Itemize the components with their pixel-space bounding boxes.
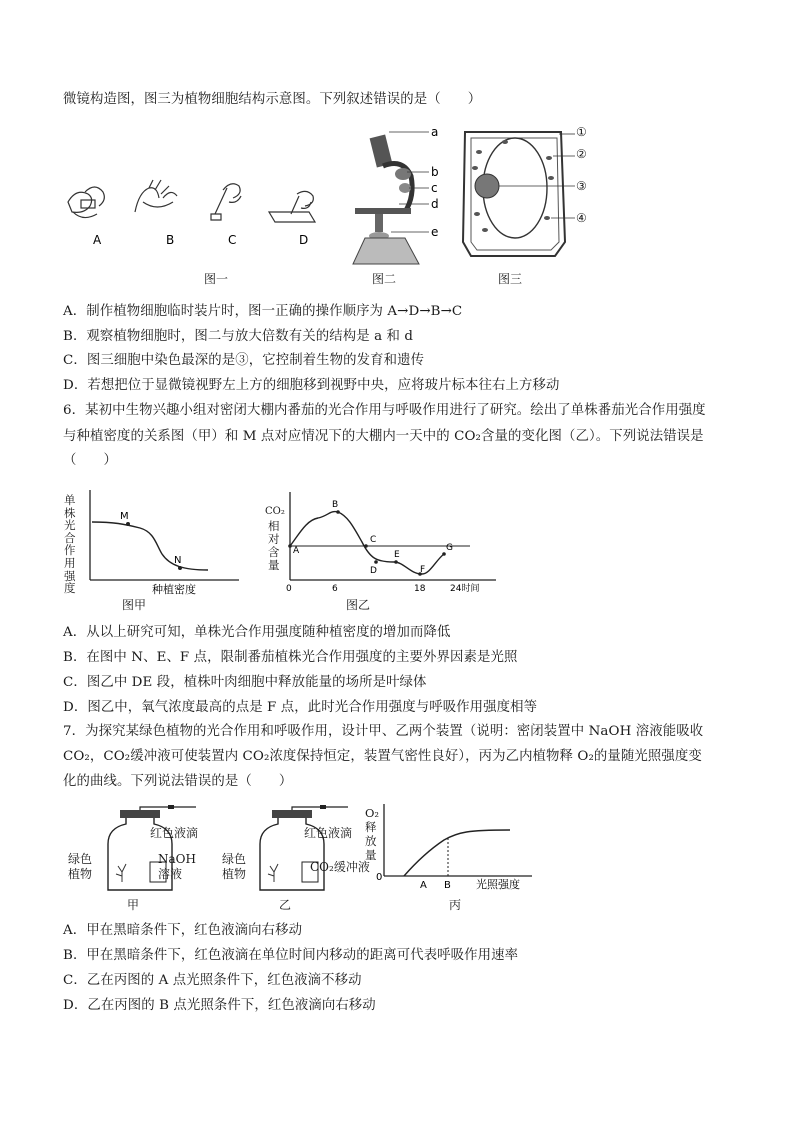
q6-stem-line-3: （ ） — [63, 453, 117, 468]
microscope-label-c: c — [431, 181, 438, 195]
figure-1-operation-steps — [63, 172, 328, 252]
step-a-sketch — [68, 187, 104, 218]
chart-jia-xlabel: 种植密度 — [152, 583, 196, 596]
q7-option-d: D．乙在丙图的 B 点光照条件下，红色液滴向右移动 — [63, 998, 376, 1013]
figure-2-microscope — [335, 118, 445, 268]
chart-jia-caption: 图甲 — [121, 598, 146, 612]
chart-yi-ylabel-top: CO₂ — [265, 506, 285, 517]
chart-jia-label-n: N — [174, 555, 182, 566]
chart-bing-label-b: B — [444, 880, 451, 891]
chart-yi-label-e: E — [394, 550, 400, 560]
q5-stem: 微镜构造图，图三为植物细胞结构示意图。下列叙述错误的是（ ） — [63, 92, 482, 107]
figure-3-caption: 图三 — [497, 272, 522, 286]
jar-yi-droplet — [320, 805, 326, 809]
figure-1-caption: 图一 — [203, 272, 228, 286]
chart-bing-origin: 0 — [376, 872, 383, 883]
chart-jia-ylabel: 单株光合作用强度 — [64, 493, 76, 596]
step-b-sketch — [135, 180, 177, 212]
q6-option-c: C．图乙中 DE 段，植株叶肉细胞中释放能量的场所是叶绿体 — [63, 675, 427, 690]
q7-stem-line-2: CO₂，CO₂缓冲液可使装置内 CO₂浓度保持恒定，装置气密性良好），丙为乙内植物释 O₂的量随光照强度变 — [63, 749, 702, 764]
q5-option-a: A．制作植物细胞临时装片时，图一正确的操作顺序为 A→D→B→C — [63, 304, 463, 319]
chart-bing-ylabel: O₂ 释 放 量 — [365, 806, 380, 862]
step-c-label: C — [228, 233, 237, 247]
chart-jia-point-n — [178, 566, 182, 570]
apparatus-jia-droplet-label: 红色液滴 — [150, 826, 199, 840]
chart-yi-tick-18: 18 — [414, 584, 426, 594]
q5-option-d: D．若想把位于显微镜视野左上方的细胞移到视野中央，应将玻片标本往右上方移动 — [63, 378, 560, 393]
chart-yi-label-b: B — [332, 500, 339, 510]
chart-bing-label-a: A — [420, 880, 427, 891]
q6-option-d: D．图乙中，氧气浓度最高的点是 F 点，此时光合作用强度与呼吸作用强度相等 — [63, 700, 538, 715]
chart-yi — [284, 490, 504, 594]
q6-option-a: A．从以上研究可知，单株光合作用强度随种植密度的增加而降低 — [63, 625, 451, 640]
chart-yi-point-d — [374, 560, 378, 564]
chart-jia — [84, 488, 244, 598]
q6-stem-line-2: 与种植密度的关系图（甲）和 M 点对应情况下的大棚内一天中的 CO₂含量的变化图（乙）。下列说法错误是 — [63, 429, 704, 444]
jar-jia-droplet — [168, 805, 174, 809]
chart-yi-point-b — [336, 510, 340, 514]
jar-yi-plant — [268, 864, 278, 882]
chart-yi-tick-24: 24时间 — [450, 584, 480, 594]
figure-3-plant-cell — [455, 118, 585, 268]
figure-2-caption: 图二 — [371, 272, 396, 286]
apparatus-yi — [252, 806, 352, 896]
chart-jia-label-m: M — [120, 511, 129, 522]
chart-yi-label-c: C — [370, 535, 377, 545]
cell-label-3: ③ — [576, 179, 587, 193]
step-a-label: A — [93, 233, 102, 247]
cell-label-2: ② — [576, 147, 587, 161]
chart-yi-point-a — [288, 544, 292, 548]
apparatus-yi-solution-label: CO₂缓冲液 — [310, 860, 370, 874]
cell-label-1: ① — [576, 125, 587, 139]
q5-option-c: C．图三细胞中染色最深的是③，它控制着生物的发育和遗传 — [63, 353, 425, 368]
step-c-sketch — [211, 184, 241, 220]
microscope-label-d: d — [431, 197, 439, 211]
chart-jia-curve — [92, 522, 208, 570]
step-d-sketch — [269, 191, 315, 222]
q6-stem-line-1: 6．某初中生物兴趣小组对密闭大棚内番茄的光合作用与呼吸作用进行了研究。绘出了单株番茄光合作用强度 — [63, 403, 706, 418]
chart-yi-ylabel: 相对含量 — [268, 519, 280, 572]
chart-yi-caption: 图乙 — [345, 598, 370, 612]
cell-label-4: ④ — [576, 211, 587, 225]
apparatus-jia — [100, 806, 200, 896]
step-d-label: D — [299, 233, 309, 247]
apparatus-jia-plant-label: 绿色 植物 — [68, 852, 93, 881]
microscope-label-a: a — [431, 125, 439, 139]
q7-stem-line-1: 7．为探究某绿色植物的光合作用和呼吸作用，设计甲、乙两个装置（说明：密闭装置中 NaOH 溶液能吸收 — [63, 724, 704, 739]
chart-jia-point-m — [126, 522, 130, 526]
chart-yi-label-g: G — [446, 543, 453, 553]
microscope-label-b: b — [431, 165, 439, 179]
q6-option-b: B．在图中 N、E、F 点，限制番茄植株光合作用强度的主要外界因素是光照 — [63, 650, 518, 665]
q7-option-c: C．乙在丙图的 A 点光照条件下，红色液滴不移动 — [63, 973, 362, 988]
chart-bing-curve — [404, 830, 510, 876]
microscope-label-e: e — [431, 225, 439, 239]
apparatus-jia-solution-label: NaOH 溶液 — [158, 852, 196, 881]
chart-yi-point-e — [394, 560, 398, 564]
apparatus-yi-droplet-label: 红色液滴 — [304, 826, 353, 840]
chart-yi-label-d: D — [370, 566, 377, 576]
q7-option-a: A．甲在黑暗条件下，红色液滴向右移动 — [63, 923, 303, 938]
apparatus-yi-plant-label: 绿色 植物 — [222, 852, 247, 881]
chart-bing-xlabel: 光照强度 — [476, 878, 520, 891]
chart-yi-label-f: F — [420, 565, 426, 575]
q7-option-b: B．甲在黑暗条件下，红色液滴在单位时间内移动的距离可代表呼吸作用速率 — [63, 948, 519, 963]
chart-yi-point-c — [364, 544, 368, 548]
step-b-label: B — [166, 233, 175, 247]
chart-bing — [378, 800, 538, 900]
microscope-drawing — [353, 135, 419, 264]
apparatus-yi-caption: 乙 — [278, 898, 291, 912]
chart-yi-label-a: A — [293, 546, 300, 556]
jar-jia-plant — [116, 864, 126, 882]
jar-jia-stopper — [120, 810, 160, 818]
chart-bing-caption: 丙 — [448, 898, 461, 912]
chart-yi-tick-0: 0 — [286, 584, 292, 594]
jar-yi-stopper — [272, 810, 312, 818]
q5-option-b: B．观察植物细胞时，图二与放大倍数有关的结构是 a 和 d — [63, 329, 414, 344]
q7-stem-line-3: 化的曲线。下列说法错误的是（ ） — [63, 774, 293, 789]
apparatus-jia-caption: 甲 — [126, 898, 139, 912]
chart-yi-tick-6: 6 — [332, 584, 338, 594]
